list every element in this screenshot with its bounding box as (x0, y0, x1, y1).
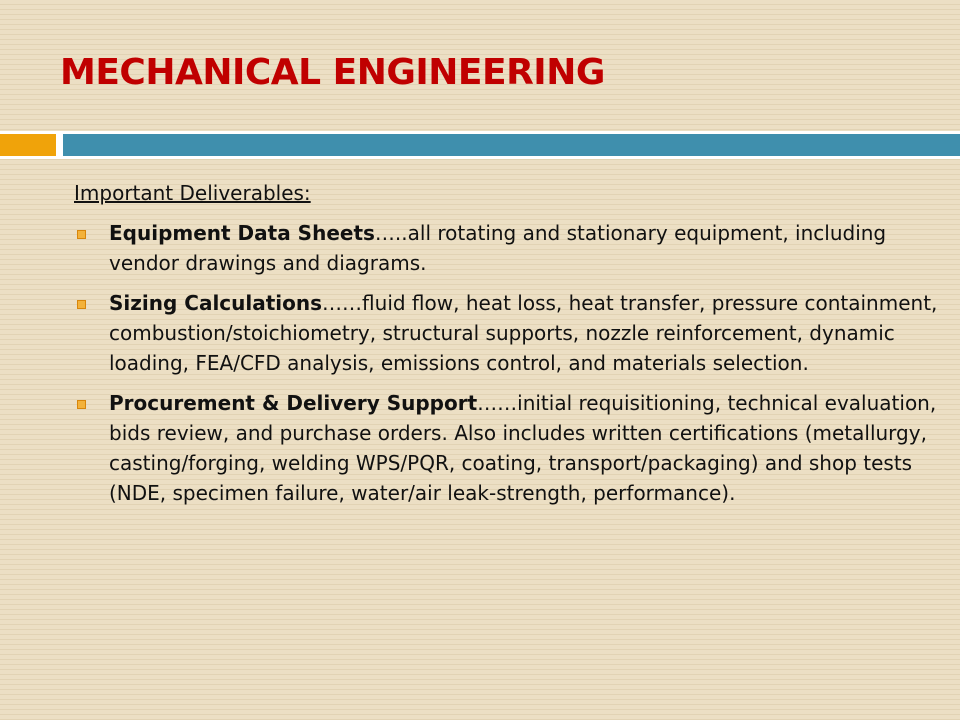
bullet-procurement-delivery-support (74, 388, 954, 508)
bullet-text: initial requisitioning, technical evaluation, bids review, and purchase orders. Also includes written certifications (metallurgy, casting/forging, welding WPS/PQR, coating, transport/packaging) and shop tests (NDE, specimen failure, water/air leak-strength, performance). (109, 391, 937, 505)
bullet-separator: …… (322, 291, 363, 315)
slide-title: MECHANICAL ENGINEERING (60, 52, 605, 93)
bullet-equipment-data-sheets (74, 218, 954, 278)
bullet-title: Sizing Calculations (109, 291, 323, 315)
square-bullet-icon (77, 230, 86, 239)
slide-body (74, 178, 954, 518)
accent-bar-gold (0, 134, 56, 156)
square-bullet-icon (77, 400, 86, 409)
square-bullet-icon (77, 300, 86, 309)
bullet-separator: ….. (374, 221, 408, 245)
bullet-separator: …… (477, 391, 518, 415)
bullet-text: fluid flow, heat loss, heat transfer, pressure containment, combustion/stoichiometry, structural supports, nozzle reinforcement, dynamic loading, FEA/CFD analysis, emissions control, and materials selection. (109, 291, 938, 375)
bullet-title: Equipment Data Sheets (109, 221, 375, 245)
bullet-title: Procurement & Delivery Support (109, 391, 478, 415)
accent-bar-teal (63, 134, 960, 156)
subheading: Important Deliverables: (74, 181, 311, 205)
bullet-sizing-calculations (74, 288, 954, 378)
deliverables-list (74, 218, 954, 508)
bullet-text: all rotating and stationary equipment, including vendor drawings and diagrams. (109, 221, 887, 275)
